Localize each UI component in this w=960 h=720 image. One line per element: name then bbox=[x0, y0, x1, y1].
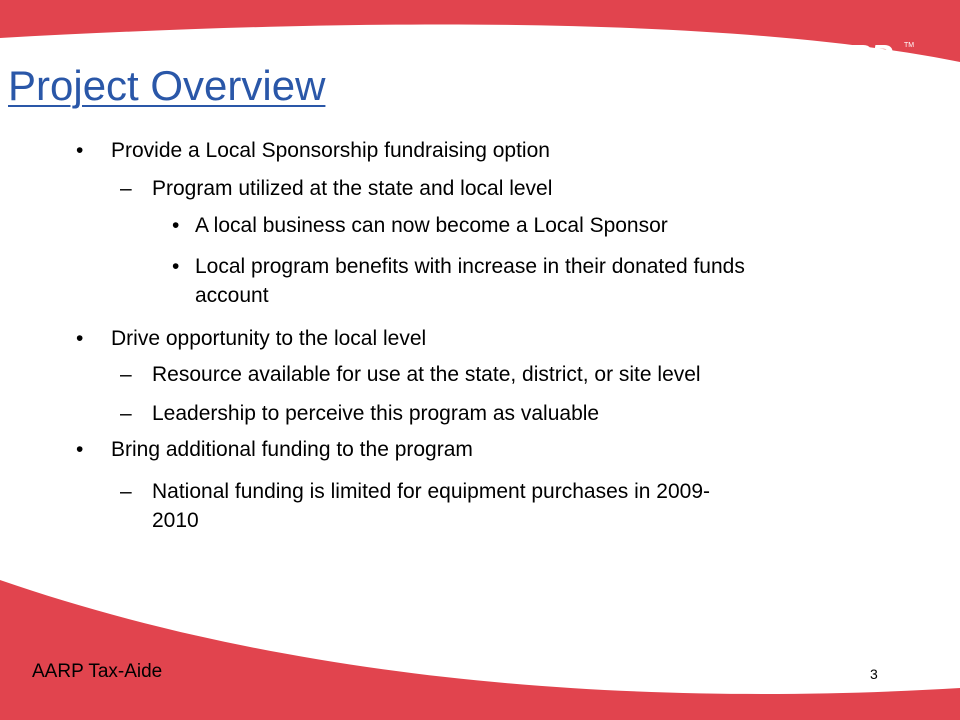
bullet-item: Provide a Local Sponsorship fundraising option bbox=[111, 139, 550, 162]
bullet-marker: • bbox=[76, 139, 84, 162]
bullet-marker: – bbox=[120, 480, 132, 503]
slide-title: Project Overview bbox=[8, 62, 326, 109]
bullet-item: Leadership to perceive this program as valuable bbox=[152, 402, 600, 425]
bottom-red-banner bbox=[0, 580, 960, 720]
bullet-item: Drive opportunity to the local level bbox=[111, 327, 427, 350]
bullet-marker: – bbox=[120, 402, 132, 425]
bullet-marker: – bbox=[120, 363, 132, 386]
bullet-marker: • bbox=[172, 255, 180, 278]
bullet-item: National funding is limited for equipment purchases in 2009- bbox=[152, 480, 710, 503]
logo-wordmark: AARP bbox=[802, 38, 892, 75]
footer-label: AARP Tax-Aide bbox=[32, 661, 163, 682]
page-number: 3 bbox=[870, 666, 878, 682]
bullet-item-continuation: account bbox=[195, 284, 269, 307]
bullet-item: A local business can now become a Local Sponsor bbox=[195, 214, 668, 237]
aarp-foundation-logo bbox=[800, 38, 915, 92]
bullet-item: Program utilized at the state and local level bbox=[152, 177, 553, 200]
bullet-item: Resource available for use at the state, district, or site level bbox=[152, 363, 701, 386]
bullet-item: Local program benefits with increase in their donated funds bbox=[195, 255, 745, 278]
bullet-marker: • bbox=[172, 214, 180, 237]
bullet-marker: • bbox=[76, 327, 84, 350]
bullet-item-continuation: 2010 bbox=[152, 509, 199, 532]
logo-trademark: TM bbox=[904, 42, 915, 49]
bullet-item: Bring additional funding to the program bbox=[111, 438, 473, 461]
bullet-marker: • bbox=[76, 438, 84, 461]
logo-subtitle: FOUNDATION bbox=[844, 76, 907, 86]
bullet-marker: – bbox=[120, 177, 132, 200]
